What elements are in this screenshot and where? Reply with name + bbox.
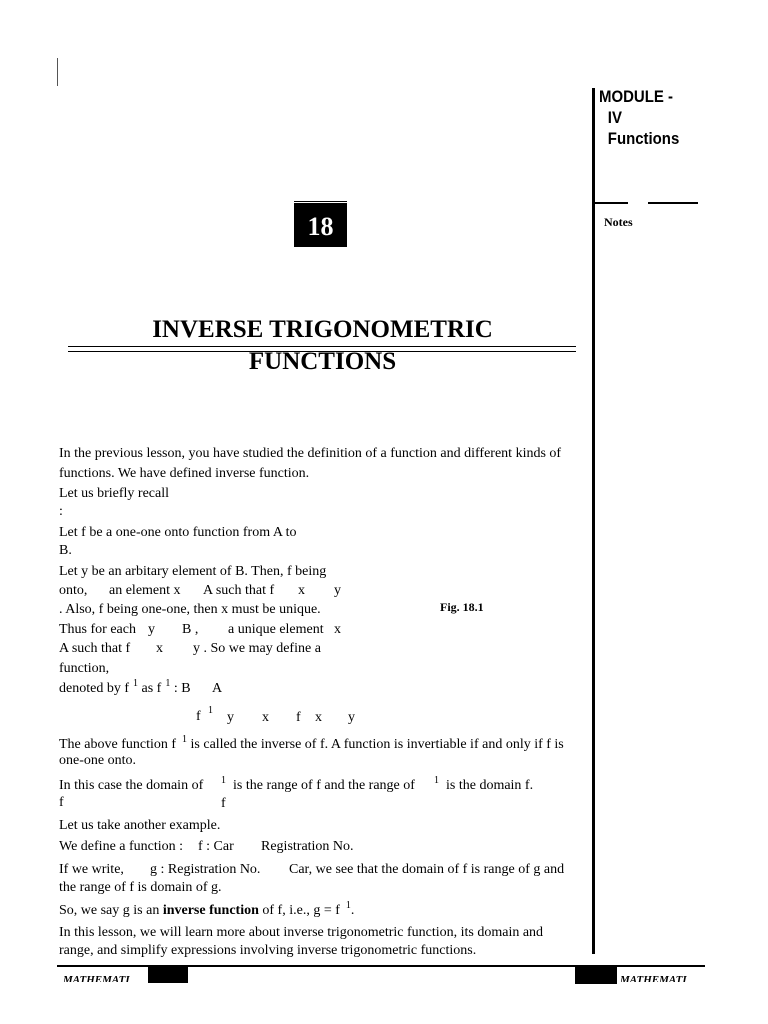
def-line-3: Let y be an arbitary element of B. Then, f being — [59, 564, 327, 579]
intro-line-1: In the previous lesson, you have studied the definition of a function and different kinds of — [59, 446, 562, 461]
def-line-4e: y — [334, 583, 341, 598]
module-label — [599, 86, 679, 149]
say-line-a: So, we say g is an — [59, 903, 163, 918]
def-line-4c: A such that f — [203, 583, 275, 598]
domain-sup-1: 1 — [221, 775, 226, 786]
domain-line-a: In this case the domain of — [59, 778, 204, 793]
domain-sup-2: 1 — [434, 775, 439, 786]
write-line-2: the range of f is domain of g. — [59, 880, 222, 895]
superscript-minus-one: 1 — [132, 678, 138, 689]
footer-page-box-left — [148, 966, 188, 983]
superscript-minus-one: 1 — [345, 900, 351, 911]
module-line-1: MODULE - — [599, 87, 673, 106]
eq-sup: 1 — [208, 705, 213, 716]
write-line-a: If we write, — [59, 862, 124, 877]
write-line-b: g : Registration No. — [150, 862, 261, 877]
inverse-line-1b: is called the inverse of f. A function is invertiable if and only if f is — [187, 737, 564, 752]
domain-line-c: is the domain f. — [446, 778, 534, 793]
def-line-7a: A such that f — [59, 641, 131, 656]
intro-line-2: functions. We have defined inverse function. — [59, 466, 310, 481]
write-line-c: Car, we see that the domain of f is range of g and — [289, 862, 565, 877]
define-line-a: We define a function : — [59, 839, 184, 854]
eq-x: x — [262, 710, 269, 725]
chapter-box-top-rule — [294, 201, 347, 202]
title-rule-top — [68, 346, 576, 347]
crop-mark — [57, 58, 58, 86]
superscript-minus-one: 1 — [165, 678, 171, 689]
def-line-6e: x — [334, 622, 341, 637]
notes-rule-right — [648, 202, 698, 204]
eq-y: y — [227, 710, 234, 725]
def-line-2: B. — [59, 543, 72, 558]
title-line-2: FUNCTIONS — [248, 348, 397, 375]
def-line-6b: y — [148, 622, 155, 637]
example-line: Let us take another example. — [59, 818, 221, 833]
def-line-6a: Thus for each — [59, 622, 136, 637]
say-line — [59, 902, 354, 921]
footer-left-text: MATHEMATI — [63, 974, 130, 982]
def-line-9c: : B — [173, 681, 191, 696]
inverse-function-term: inverse function — [162, 903, 259, 918]
def-line-7b: x — [156, 641, 163, 656]
def-line-9a: denoted by f — [59, 681, 129, 696]
domain-line-b: is the range of f and the range of — [233, 778, 415, 793]
margin-divider — [592, 88, 595, 954]
lesson-line-2: range, and simplify expressions involving inverse trigonometric functions. — [59, 943, 477, 958]
notes-label: Notes — [604, 215, 633, 229]
footer-page-box-right — [575, 966, 617, 984]
def-line-6d: a unique element — [228, 622, 324, 637]
domain-f-1: f — [59, 795, 64, 810]
title-line-1: INVERSE TRIGONOMETRIC — [152, 316, 493, 343]
say-line-c: . — [350, 903, 355, 918]
lesson-line-1: In this lesson, we will learn more about inverse trigonometric function, its domain and — [59, 925, 544, 940]
inverse-line-1a: The above function f — [59, 737, 177, 752]
eq-y2: y — [348, 710, 355, 725]
def-line-4b: an element x — [109, 583, 181, 598]
def-line-5: . Also, f being one-one, then x must be unique. — [59, 602, 321, 617]
eq-f: f — [196, 709, 201, 724]
def-line-9b: as f — [141, 681, 162, 696]
def-line-9d: A — [212, 681, 223, 696]
say-line-b: of f, i.e., g = f — [258, 903, 340, 918]
eq-f2: f — [296, 710, 301, 725]
def-line-6c: B , — [182, 622, 199, 637]
figure-caption: Fig. 18.1 — [440, 600, 484, 614]
def-line-8: function, — [59, 661, 110, 676]
footer-right-text: MATHEMATI — [620, 974, 687, 982]
define-line-b: f : Car — [198, 839, 234, 854]
recall-line-2: : — [59, 504, 63, 519]
def-line-9 — [59, 680, 222, 699]
def-line-4d: x — [298, 583, 305, 598]
superscript-minus-one: 1 — [182, 734, 188, 745]
def-line-1: Let f be a one-one onto function from A to — [59, 525, 297, 540]
recall-line-1: Let us briefly recall — [59, 486, 170, 501]
notes-rule-left — [594, 202, 628, 204]
chapter-number: 18 — [294, 203, 347, 247]
module-line-2: IV — [607, 108, 622, 127]
def-line-7c: y . So we may define a — [193, 641, 321, 656]
def-line-4a: onto, — [59, 583, 88, 598]
domain-f-2: f — [221, 796, 226, 811]
eq-x2: x — [315, 710, 322, 725]
inverse-line-2: one-one onto. — [59, 753, 136, 768]
define-line-c: Registration No. — [261, 839, 354, 854]
module-line-3: Functions — [607, 129, 680, 148]
